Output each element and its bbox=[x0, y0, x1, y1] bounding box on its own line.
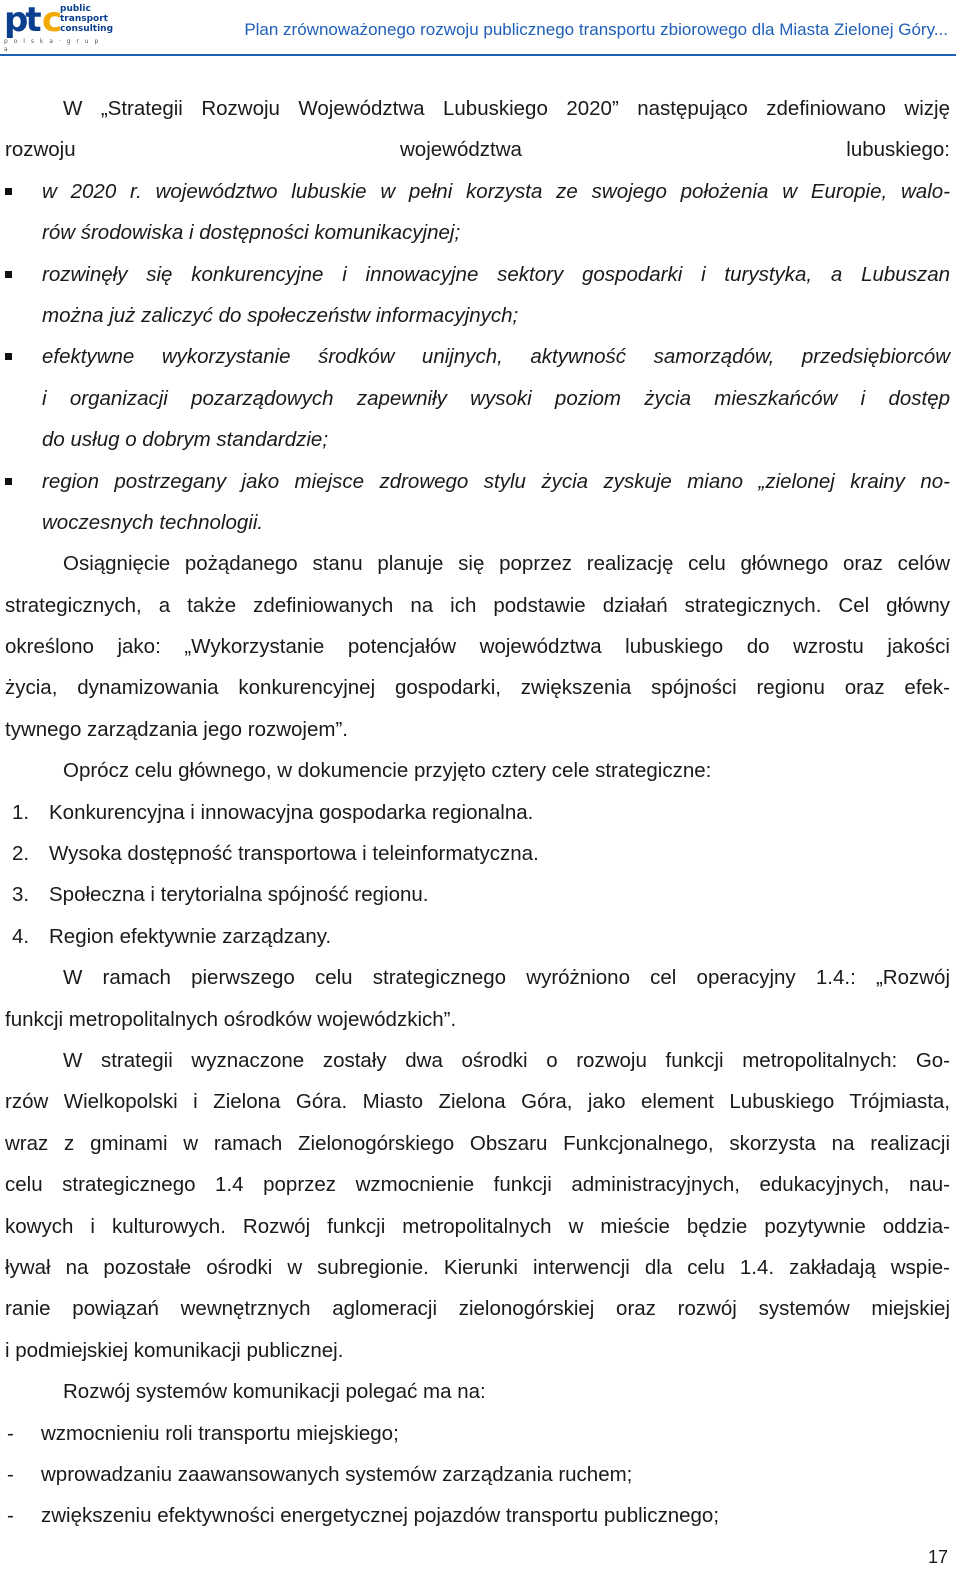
body-text bbox=[5, 88, 950, 1537]
paragraph-first-line: W strategii wyznaczone zostały dwa ośrodki o rozwoju funkcji metropolitalnych: Go- bbox=[63, 1048, 950, 1072]
list-number: 2. bbox=[12, 842, 30, 866]
logo-letters: pt bbox=[4, 0, 39, 40]
square-bullet-icon bbox=[5, 188, 12, 195]
vision-bullet-continuation: można już zaliczyć do społeczeństw informacyjnych; bbox=[42, 303, 519, 327]
dash-list-item: - zwiększeniu efektywności energetycznej pojazdów transportu publicznego; bbox=[5, 1495, 950, 1536]
vision-bullet-item: rozwinęły się konkurencyjne i innowacyjne sektory gospodarki i turystyka, a Lubuszan bbox=[5, 254, 950, 295]
paragraph-line: tywnego zarządzania jego rozwojem”. bbox=[5, 717, 348, 741]
square-bullet-icon bbox=[5, 353, 12, 360]
dash-list-item: - wzmocnieniu roli transportu miejskiego; bbox=[5, 1413, 950, 1454]
paragraph-first-line: W „Strategii Rozwoju Województwa Lubuskiego 2020” następująco zdefiniowano wizję bbox=[63, 97, 950, 120]
strategic-goal-item: 3. Społeczna i terytorialna spójność regionu. bbox=[5, 874, 950, 915]
logo-accent-letter: c bbox=[42, 0, 63, 40]
vision-bullet-continuation: woczesnych technologii. bbox=[42, 510, 264, 534]
paragraph-line: rozwoju województwa lubuskiego: bbox=[5, 138, 950, 162]
paragraph-line: funkcji metropolitalnych ośrodków wojewódzkich”. bbox=[5, 1007, 457, 1031]
strategic-goal-item: 1. Konkurencyjna i innowacyjna gospodarka regionalna. bbox=[5, 792, 950, 833]
vision-bullet-continuation: i organizacji pozarządowych zapewniły wysoki poziom życia mieszkańców i dostęp bbox=[42, 386, 950, 410]
paragraph-line: ływał na pozostałe ośrodki w subregionie. Kierunki interwencji dla celu 1.4. zakładają wspie- bbox=[5, 1255, 950, 1279]
paragraph-line: kowych i kulturowych. Rozwój funkcji metropolitalnych w mieście będzie pozytywnie oddzia- bbox=[5, 1214, 950, 1238]
vision-bullet-item: w 2020 r. województwo lubuskie w pełni korzysta ze swojego położenia w Europie, walo- bbox=[5, 171, 950, 212]
vision-bullet-item: efektywne wykorzystanie środków unijnych, aktywność samorządów, przedsiębiorców bbox=[5, 336, 950, 377]
paragraph-line: celu strategicznego 1.4 poprzez wzmocnienie funkcji administracyjnych, edukacyjnych, nau- bbox=[5, 1173, 950, 1197]
list-number: 4. bbox=[12, 924, 30, 948]
list-number: 1. bbox=[12, 800, 30, 824]
document-title: Plan zrównoważonego rozwoju publicznego transportu zbiorowego dla Miasta Zielonej Góry... bbox=[244, 20, 948, 39]
paragraph-line: strategicznych, a także zdefiniowanych na ich podstawie działań strategicznych. Cel główny bbox=[5, 593, 950, 617]
strategic-goal-item: 4. Region efektywnie zarządzany. bbox=[5, 916, 950, 957]
paragraph-line: i podmiejskiej komunikacji publicznej. bbox=[5, 1338, 344, 1362]
page-number: 17 bbox=[927, 1547, 948, 1567]
paragraph-line: życia, dynamizowania konkurencyjnej gospodarki, zwiększenia spójności regionu oraz efek- bbox=[5, 676, 950, 700]
square-bullet-icon bbox=[5, 478, 12, 485]
logo-tagline: p o l s k a · g r u p a bbox=[4, 38, 101, 53]
paragraph-first-line: Oprócz celu głównego, w dokumencie przyjęto cztery cele strategiczne: bbox=[63, 759, 712, 783]
logo-words: public transport consulting bbox=[60, 4, 114, 34]
vision-bullet-item: region postrzegany jako miejsce zdrowego stylu życia zyskuje miano „zielonej krainy no- bbox=[5, 461, 950, 502]
page-header bbox=[0, 0, 960, 56]
dash-marker: - bbox=[7, 1504, 14, 1528]
dash-marker: - bbox=[7, 1421, 14, 1445]
paragraph-line: wraz z gminami w ramach Zielonogórskiego Obszaru Funkcjonalnego, skorzysta na realizacji bbox=[5, 1131, 950, 1155]
paragraph-line: ranie powiązań wewnętrznych aglomeracji zielonogórskiej oraz rozwój systemów miejskiej bbox=[5, 1297, 950, 1321]
dash-marker: - bbox=[7, 1462, 14, 1486]
strategic-goal-item: 2. Wysoka dostępność transportowa i teleinformatyczna. bbox=[5, 833, 950, 874]
paragraph-line: określono jako: „Wykorzystanie potencjałów województwa lubuskiego do wzrostu jakości bbox=[5, 635, 950, 659]
header-divider bbox=[0, 54, 956, 56]
dash-list-item: - wprowadzaniu zaawansowanych systemów zarządzania ruchem; bbox=[5, 1454, 950, 1495]
list-number: 3. bbox=[12, 883, 30, 907]
paragraph-first-line: Osiągnięcie pożądanego stanu planuje się poprzez realizację celu głównego oraz celów bbox=[63, 552, 950, 576]
square-bullet-icon bbox=[5, 271, 12, 278]
vision-bullet-continuation: rów środowiska i dostępności komunikacyjnej; bbox=[42, 221, 461, 245]
vision-bullet-continuation: do usług o dobrym standardzie; bbox=[42, 428, 329, 452]
paragraph-first-line: W ramach pierwszego celu strategicznego wyróżniono cel operacyjny 1.4.: „Rozwój bbox=[63, 966, 950, 990]
paragraph-line: rzów Wielkopolski i Zielona Góra. Miasto Zielona Góra, jako element Lubuskiego Trójmiasta, bbox=[5, 1090, 950, 1114]
ptc-logo bbox=[4, 0, 114, 53]
paragraph-first-line: Rozwój systemów komunikacji polegać ma na: bbox=[63, 1380, 486, 1404]
